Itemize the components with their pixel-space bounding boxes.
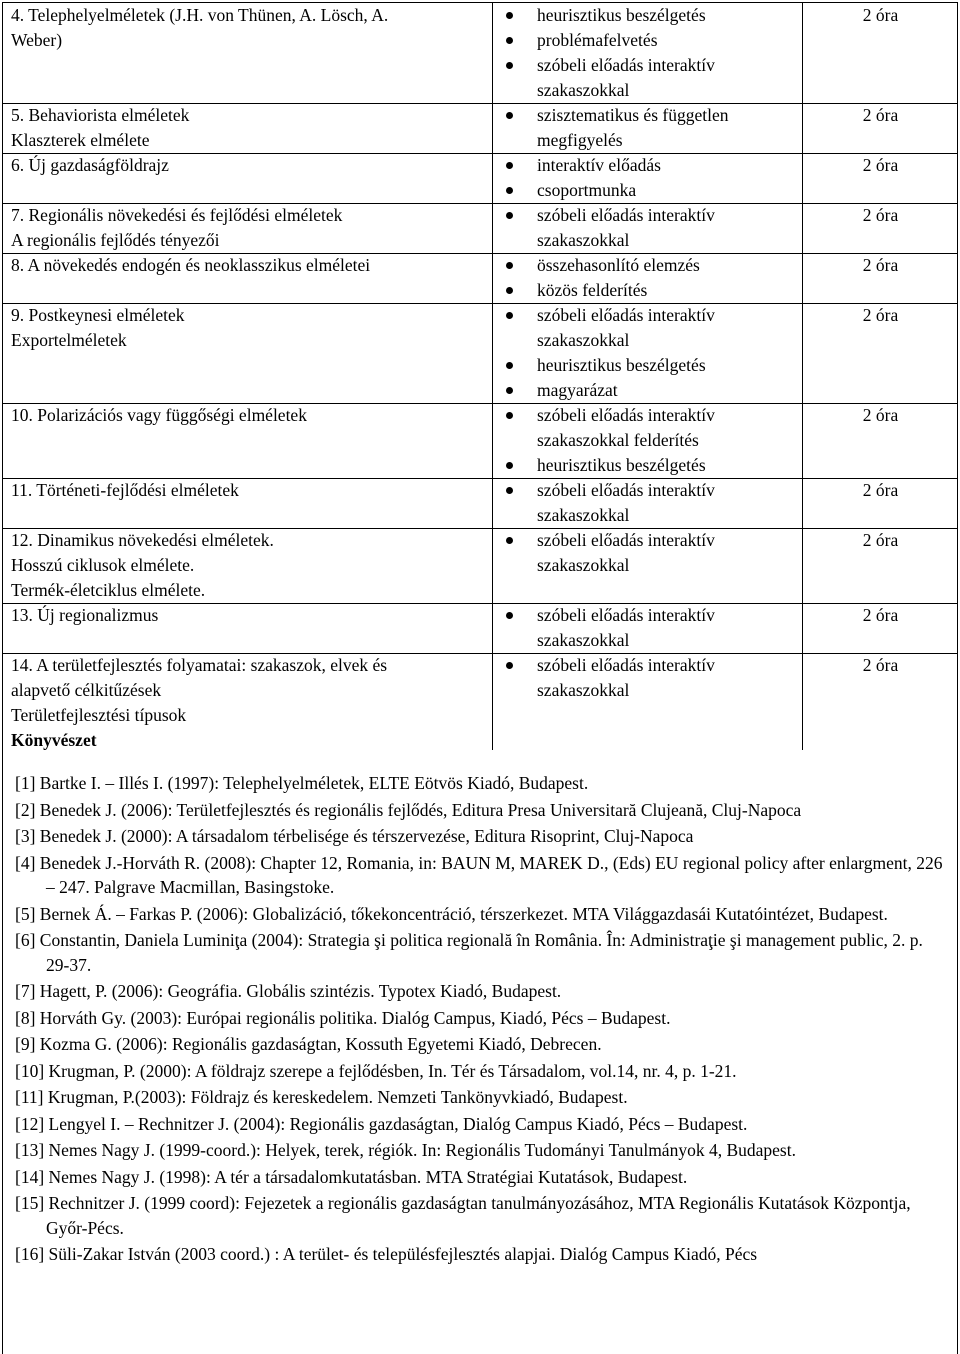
bibliography-item: [15] Rechnitzer J. (1999 coord): Fejezetek a regionális gazdaságtan tanulmányozásához, MTA Regionális Kutatások Központja, Győr-Pécs.: [15, 1193, 911, 1238]
topic-cell: [2, 403, 492, 478]
bibliography-item: [1] Bartke I. – Illés I. (1997): Telephelyelméletek, ELTE Eötvös Kiadó, Budapest.: [15, 773, 589, 793]
method-list: [493, 478, 802, 528]
topic-line: 12. Dinamikus növekedési elméletek.: [11, 530, 274, 550]
method-item: szóbeli előadás interaktív: [537, 403, 802, 428]
method-item: szóbeli előadás interaktív: [537, 203, 802, 228]
hours-value: 2 óra: [862, 255, 899, 275]
method-item: interaktív előadás: [537, 153, 802, 178]
bibliography-item: [16] Süli-Zakar István (2003 coord.) : A terület- és településfejlesztés alapjai. Dialóg Campus Kiadó, Pécs: [15, 1244, 758, 1264]
topic-line: 7. Regionális növekedési és fejlődési elméletek: [11, 205, 343, 225]
hours-value: 2 óra: [862, 205, 899, 225]
method-item: szóbeli előadás interaktív: [537, 53, 802, 78]
method-item: heurisztikus beszélgetés: [537, 3, 802, 28]
table-row: [2, 653, 958, 750]
method-item: szakaszokkal: [537, 230, 630, 250]
method-cell: [492, 478, 802, 528]
method-item: szóbeli előadás interaktív: [537, 478, 802, 503]
table-row: [2, 253, 958, 304]
topic-cell: [2, 303, 492, 403]
bibliography-item: [12] Lengyel I. – Rechnitzer J. (2004): Regionális gazdaságtan, Dialóg Campus Kiadó, Pécs – Budapest.: [15, 1113, 748, 1134]
topic-line: 11. Történeti-fejlődési elméletek: [11, 480, 239, 500]
method-item: heurisztikus beszélgetés: [537, 353, 802, 378]
topic-line: Termék-életciklus elmélete.: [11, 580, 206, 600]
hours-value: 2 óra: [862, 155, 899, 175]
hours-value: 2 óra: [862, 480, 899, 500]
bibliography-section: [2, 730, 958, 1354]
table-row: [2, 3, 958, 104]
method-cell: [492, 603, 802, 653]
method-item: csoportmunka: [537, 178, 802, 203]
hours-cell: [802, 478, 958, 528]
table-row: [2, 403, 958, 479]
method-item: szakaszokkal felderítés: [537, 430, 699, 450]
hours-cell: [802, 653, 958, 750]
hours-cell: [802, 3, 958, 103]
hours-cell: [802, 103, 958, 153]
hours-value: 2 óra: [862, 105, 899, 125]
hours-cell: [802, 603, 958, 653]
table-row: [2, 103, 958, 154]
table-row: [2, 478, 958, 529]
topic-line: 4. Telephelyelméletek (J.H. von Thünen, A. Lösch, A.: [11, 5, 389, 25]
bibliography-item: [11] Krugman, P.(2003): Földrajz és kereskedelem. Nemzeti Tankönyvkiadó, Budapest.: [15, 1087, 628, 1107]
topic-line: Klaszterek elmélete: [11, 130, 150, 150]
hours-cell: [802, 403, 958, 478]
method-list: [493, 603, 802, 653]
topic-cell: [2, 528, 492, 603]
hours-cell: [802, 203, 958, 253]
table-row: [2, 203, 958, 254]
method-item: szakaszokkal: [537, 80, 630, 100]
table-row: [2, 528, 958, 604]
method-list: [493, 653, 802, 703]
method-cell: [492, 253, 802, 303]
bibliography-list: [15, 771, 948, 1269]
hours-value: 2 óra: [862, 305, 899, 325]
bibliography-item: [10] Krugman, P. (2000): A földrajz szerepe a fejlődésben, In. Tér és Társadalom, vol.14, nr. 4, p. 1-21.: [15, 1060, 737, 1081]
topic-line: 13. Új regionalizmus: [11, 605, 159, 625]
topic-cell: [2, 203, 492, 253]
method-item: problémafelvetés: [537, 28, 802, 53]
method-item: szakaszokkal: [537, 630, 630, 650]
topic-line: A regionális fejlődés tényezői: [11, 230, 220, 250]
method-cell: [492, 3, 802, 103]
topic-line: alapvető célkitűzések: [11, 680, 162, 700]
method-item: szakaszokkal: [537, 330, 630, 350]
bibliography-item: [6] Constantin, Daniela Luminiţa (2004): Strategia şi politica regională în România. În: Administraţie şi management public, 2. p. 29-37.: [15, 930, 923, 975]
method-list: [493, 403, 802, 478]
bibliography-item: [13] Nemes Nagy J. (1999-coord.): Helyek, terek, régiók. In: Regionális Tudományi Tanulmányok 4, Budapest.: [15, 1140, 796, 1160]
method-list: [493, 303, 802, 403]
method-item: heurisztikus beszélgetés: [537, 453, 802, 478]
bibliography-item: [2] Benedek J. (2006): Területfejlesztés és regionális fejlődés, Editura Presa Universitară Clujeană, Cluj-Napoca: [15, 799, 802, 820]
topic-cell: [2, 603, 492, 653]
method-cell: [492, 103, 802, 153]
hours-cell: [802, 303, 958, 403]
method-item: magyarázat: [537, 378, 802, 403]
bibliography-item: [7] Hagett, P. (2006): Geográfia. Globális szintézis. Typotex Kiadó, Budapest.: [15, 981, 562, 1001]
topic-cell: [2, 153, 492, 203]
topic-line: Hosszú ciklusok elmélete.: [11, 555, 195, 575]
method-cell: [492, 203, 802, 253]
method-item: szakaszokkal: [537, 680, 630, 700]
method-item: összehasonlító elemzés: [537, 253, 802, 278]
bibliography-item: [3] Benedek J. (2000): A társadalom térbelisége és térszervezése, Editura Risoprint, Cluj-Napoca: [15, 826, 694, 846]
method-item: szóbeli előadás interaktív: [537, 303, 802, 328]
method-cell: [492, 528, 802, 603]
hours-value: 2 óra: [862, 5, 899, 25]
hours-value: 2 óra: [862, 530, 899, 550]
bibliography-title: Könyvészet: [11, 730, 97, 750]
table-row: [2, 303, 958, 404]
method-list: [493, 528, 802, 578]
hours-value: 2 óra: [862, 655, 899, 675]
method-item: szóbeli előadás interaktív: [537, 528, 802, 553]
topic-line: Weber): [11, 30, 63, 50]
topic-cell: [2, 478, 492, 528]
topic-line: 6. Új gazdaságföldrajz: [11, 155, 169, 175]
hours-value: 2 óra: [862, 605, 899, 625]
topic-cell: [2, 3, 492, 103]
method-cell: [492, 303, 802, 403]
method-item: megfigyelés: [537, 130, 623, 150]
method-list: [493, 3, 802, 103]
topic-line: Exportelméletek: [11, 330, 127, 350]
method-list: [493, 253, 802, 303]
hours-cell: [802, 153, 958, 203]
bibliography-item: [9] Kozma G. (2006): Regionális gazdaságtan, Kossuth Egyetemi Kiadó, Debrecen.: [15, 1034, 602, 1054]
method-list: [493, 103, 802, 153]
bibliography-item: [5] Bernek Á. – Farkas P. (2006): Globalizáció, tőkekoncentráció, térszerkezet. MTA Világgazdasái Kutatóintézet, Budapest.: [15, 903, 888, 924]
topic-cell: [2, 253, 492, 303]
method-item: közös felderítés: [537, 278, 802, 303]
hours-cell: [802, 253, 958, 303]
method-cell: [492, 653, 802, 750]
table-row: [2, 153, 958, 204]
topic-cell: [2, 103, 492, 153]
method-cell: [492, 403, 802, 478]
table-row: [2, 603, 958, 654]
topic-line: 10. Polarizációs vagy függőségi elméletek: [11, 405, 307, 425]
method-item: szakaszokkal: [537, 505, 630, 525]
bibliography-item: [14] Nemes Nagy J. (1998): A tér a társadalomkutatásban. MTA Stratégiai Kutatások, Budapest.: [15, 1166, 688, 1187]
topic-line: 5. Behaviorista elméletek: [11, 105, 190, 125]
topic-line: 14. A területfejlesztés folyamatai: szakaszok, elvek és: [11, 655, 388, 675]
method-list: [493, 203, 802, 253]
method-list: [493, 153, 802, 203]
method-item: szakaszokkal: [537, 555, 630, 575]
method-item: szóbeli előadás interaktív: [537, 603, 802, 628]
bibliography-item: [4] Benedek J.-Horváth R. (2008): Chapter 12, Romania, in: BAUN M, MAREK D., (Eds) EU regional policy after enlargment, 226 – 247. Palgrave Macmillan, Basingstoke.: [15, 852, 943, 897]
topic-line: 8. A növekedés endogén és neoklasszikus elméletei: [11, 255, 371, 275]
topic-line: Területfejlesztési típusok: [11, 705, 187, 725]
method-cell: [492, 153, 802, 203]
hours-value: 2 óra: [862, 405, 899, 425]
bibliography-item: [8] Horváth Gy. (2003): Európai regionális politika. Dialóg Campus, Kiadó, Pécs – Budapest.: [15, 1007, 671, 1028]
method-item: szisztematikus és független: [537, 103, 802, 128]
hours-cell: [802, 528, 958, 603]
method-item: szóbeli előadás interaktív: [537, 653, 802, 678]
topic-line: 9. Postkeynesi elméletek: [11, 305, 185, 325]
